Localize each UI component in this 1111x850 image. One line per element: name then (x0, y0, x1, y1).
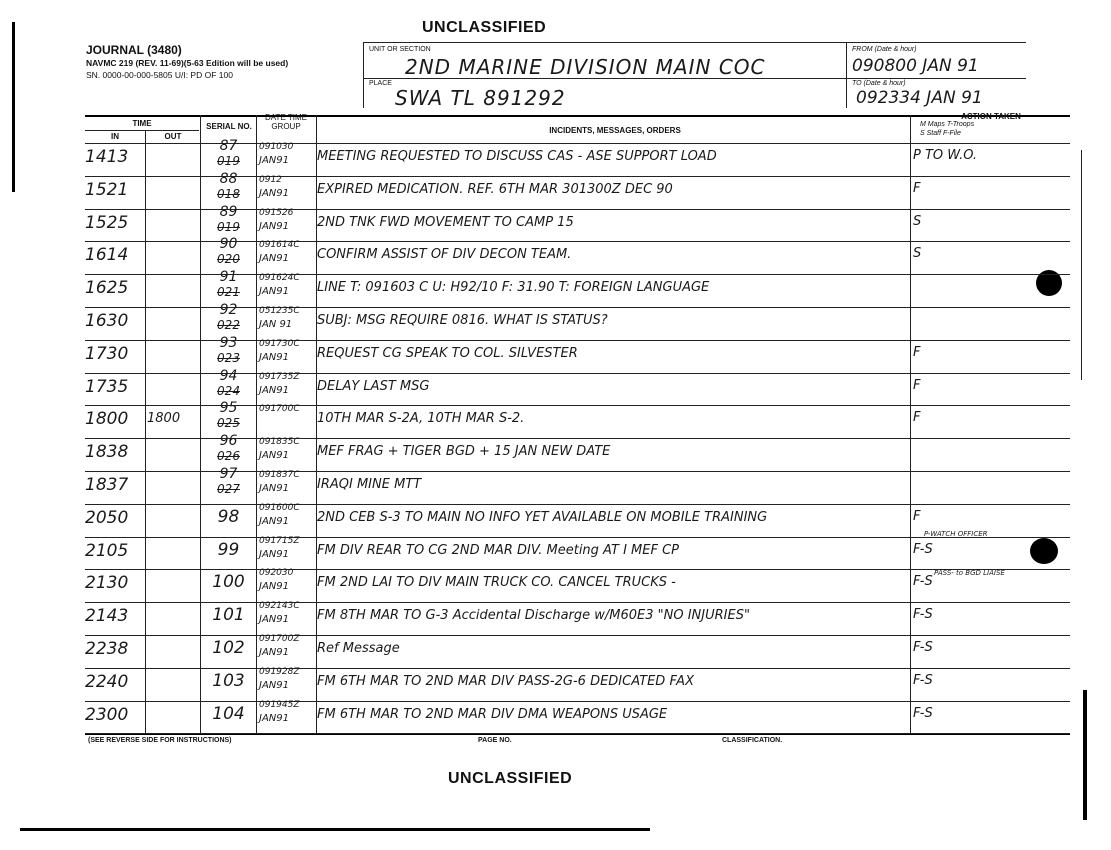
entry-serial: 90 (219, 236, 238, 253)
entry-time-in: 1838 (85, 442, 129, 463)
entry-serial: 93 (219, 334, 238, 351)
footer-page-no: PAGE NO. (478, 737, 512, 744)
entry-action (913, 312, 1063, 335)
table-row (85, 666, 1070, 692)
entry-dtg: 091735Z (259, 371, 300, 382)
table-row (85, 236, 1070, 267)
entry-serial: 92 (219, 302, 238, 318)
entry-action: F (913, 377, 921, 393)
entry-dtg-month: JAN91 (259, 548, 289, 560)
watch-officer-note: P-WATCH OFFICER (924, 530, 988, 538)
entry-dtg: 091928Z (259, 666, 300, 677)
entry-serial: 96 (219, 433, 238, 450)
place-value: SWA TL 891292 (395, 86, 566, 110)
entry-action: F-S (913, 705, 933, 721)
entry-dtg: 092143C (259, 601, 300, 612)
table-row (85, 203, 1070, 234)
entry-time-in: 1625 (85, 278, 129, 299)
from-value: 090800 JAN 91 (852, 56, 979, 76)
entry-time-in: 2300 (85, 704, 129, 725)
entry-action: S (913, 213, 922, 229)
entry-dtg-month: JAN91 (259, 450, 289, 462)
entry-old-serial: 025 (217, 416, 240, 431)
entry-serial: 104 (212, 703, 245, 724)
entry-action (913, 279, 1063, 302)
entry-incident: 10TH MAR S-2A, 10TH MAR S-2. (317, 411, 525, 427)
table-row (85, 466, 1070, 496)
table-row (85, 502, 1070, 528)
entry-serial: 95 (219, 400, 238, 417)
entry-dtg-month: JAN91 (259, 286, 289, 298)
row-divider (85, 733, 1070, 734)
entry-time-out (147, 149, 199, 172)
entry-time-out (147, 444, 199, 467)
table-row (85, 636, 1070, 659)
place-label: PLACE (369, 80, 392, 87)
entry-dtg-month: JAN91 (259, 647, 289, 658)
entry-old-serial: 024 (217, 383, 240, 398)
entry-dtg-month: JAN91 (259, 220, 289, 232)
entry-action: F-S (913, 574, 933, 590)
entry-incident: FM 6TH MAR TO 2ND MAR DIV PASS-2G-6 DEDICATED FAX (317, 673, 694, 689)
entry-old-serial: 021 (217, 285, 240, 300)
entry-time-in: 2105 (85, 540, 129, 561)
entry-incident: 2ND TNK FWD MOVEMENT TO CAMP 15 (317, 214, 574, 230)
entry-incident: FM 2ND LAI TO DIV MAIN TRUCK CO. CANCEL TRUCKS - (317, 575, 676, 591)
entry-dtg: 0912 (259, 174, 282, 185)
entry-dtg: 091835C (259, 437, 300, 448)
entry-time-in: 2130 (85, 573, 129, 594)
entry-action: F-S (913, 672, 933, 688)
entry-incident: MEF FRAG + TIGER BGD + 15 JAN NEW DATE (317, 444, 611, 460)
entry-time-out (147, 346, 199, 369)
entry-dtg: 091624C (259, 273, 300, 284)
col-incidents: INCIDENTS, MESSAGES, ORDERS (549, 126, 681, 135)
entry-time-in: 1730 (85, 343, 129, 364)
unit-label: UNIT OR SECTION (369, 46, 431, 53)
col-action: ACTION TAKEN (961, 112, 1021, 121)
entry-action: F-S (913, 607, 933, 623)
entry-dtg-month: JAN91 (259, 712, 289, 724)
entry-time-in: 2143 (85, 606, 129, 627)
right-margin-bar (1083, 690, 1087, 820)
entry-time-out (147, 247, 199, 270)
entry-incident: IRAQI MINE MTT (317, 477, 422, 492)
entry-serial: 102 (212, 638, 245, 658)
right-margin-line (1081, 150, 1082, 380)
table-row (85, 535, 1070, 561)
classification-top: UNCLASSIFIED (422, 19, 547, 36)
entry-dtg: 091945Z (259, 699, 300, 710)
entry-time-out (147, 477, 199, 500)
entry-dtg-month: JAN91 (259, 581, 289, 593)
entry-time-out (147, 641, 199, 664)
entry-incident: DELAY LAST MSG (317, 378, 430, 394)
entry-action: F-S (913, 640, 933, 655)
entry-incident: FM 8TH MAR TO G-3 Accidental Discharge w/M60E3 "NO INJURIES" (317, 608, 750, 624)
entry-dtg: 091700Z (259, 634, 300, 644)
entry-time-out (147, 510, 199, 533)
table-row (85, 433, 1070, 464)
table-row (85, 603, 1070, 626)
classification-bottom: UNCLASSIFIED (448, 770, 573, 787)
entry-incident: LINE T: 091603 C U: H92/10 F: 31.90 T: FOREIGN LANGUAGE (317, 280, 710, 296)
to-value: 092334 JAN 91 (856, 88, 983, 108)
entry-time-in: 2238 (85, 639, 129, 659)
from-label: FROM (Date & hour) (852, 46, 917, 53)
entry-time-out (147, 608, 199, 631)
entry-time-out (147, 215, 199, 238)
entry-incident: CONFIRM ASSIST OF DIV DECON TEAM. (317, 247, 572, 263)
entry-time-out (147, 379, 199, 402)
entry-time-in: 1521 (85, 179, 129, 200)
left-margin-bar (12, 22, 15, 192)
entry-time-out (147, 313, 199, 336)
entry-old-serial: 022 (217, 318, 240, 332)
entry-serial: 100 (212, 572, 245, 593)
entry-action: F (913, 344, 921, 360)
entry-dtg: 091700C (259, 404, 300, 415)
entry-dtg-month: JAN91 (259, 679, 289, 691)
entry-time-in: 1413 (85, 147, 129, 167)
entry-action: F-S (913, 541, 933, 557)
entry-dtg: 091837C (259, 470, 300, 480)
entry-time-in: 2050 (85, 507, 129, 528)
entry-time-out (147, 543, 199, 566)
entry-dtg: 091030 (259, 142, 294, 152)
header-top-line (363, 42, 1026, 43)
table-row (85, 367, 1070, 398)
entry-serial: 101 (212, 605, 245, 626)
entry-time-out (147, 674, 199, 697)
entry-serial: 89 (219, 203, 238, 220)
entry-time-in: 1837 (85, 475, 129, 495)
entry-serial: 94 (219, 367, 238, 384)
entry-serial: 99 (217, 539, 240, 560)
header-right-line (846, 42, 847, 108)
col-time: TIME (132, 119, 152, 128)
form-line1: NAVMC 219 (REV. 11-69)(5-63 Edition will be used) (86, 58, 289, 68)
entry-old-serial: 019 (217, 219, 240, 234)
entry-time-in: 1525 (85, 212, 129, 233)
entry-old-serial: 023 (217, 350, 240, 365)
entry-incident: REQUEST CG SPEAK TO COL. SILVESTER (317, 345, 578, 361)
entry-action: F (913, 180, 921, 196)
table-row (85, 269, 1070, 300)
entry-dtg: 091600C (259, 502, 300, 513)
entry-time-in: 1800 (85, 409, 129, 430)
entry-dtg-month: JAN91 (259, 515, 289, 527)
entry-action (913, 443, 1063, 466)
entry-time-out (147, 280, 199, 303)
entry-old-serial: 019 (217, 154, 240, 168)
entry-serial: 97 (219, 466, 238, 482)
col-dtg: DATE TIME GROUP (265, 113, 307, 131)
table-row (85, 400, 1070, 431)
entry-action: P TO W.O. (913, 148, 978, 163)
entry-dtg: 091730C (259, 338, 300, 349)
footer-instructions: (SEE REVERSE SIDE FOR INSTRUCTIONS) (88, 737, 232, 744)
entry-dtg: 092030 (259, 568, 294, 579)
entry-time-in: 1630 (85, 311, 129, 331)
table-row (85, 138, 1070, 168)
entry-time-in: 1614 (85, 245, 129, 266)
form-title: JOURNAL (3480) (86, 43, 182, 57)
entry-serial: 91 (219, 269, 238, 286)
entry-action (913, 476, 1063, 499)
to-label: TO (Date & hour) (852, 80, 906, 87)
entry-dtg-month: JAN91 (259, 614, 289, 626)
entry-dtg-month: JAN 91 (259, 319, 293, 330)
entry-dtg-month: JAN91 (259, 253, 289, 265)
entry-old-serial: 027 (217, 482, 240, 496)
col-action-sub2: S Staff F-File (920, 130, 961, 137)
table-row (85, 302, 1070, 332)
footer-classification: CLASSIFICATION. (722, 737, 783, 744)
entry-dtg-month: JAN91 (259, 483, 289, 494)
entry-incident: Ref Message (317, 641, 400, 656)
header-left-line (363, 42, 364, 108)
entry-incident: EXPIRED MEDICATION. REF. 6TH MAR 301300Z DEC 90 (317, 181, 673, 197)
entry-dtg: 091715Z (259, 535, 300, 546)
entry-dtg-month: JAN91 (259, 351, 289, 363)
entry-time-out (147, 707, 199, 730)
entry-serial: 88 (219, 170, 238, 187)
entry-dtg-month: JAN91 (259, 384, 289, 396)
entry-serial: 98 (217, 506, 240, 527)
col-action-sub1: M Maps T-Troops (920, 121, 975, 128)
table-row (85, 699, 1070, 725)
entry-old-serial: 026 (217, 449, 240, 464)
entry-old-serial: 020 (217, 252, 240, 267)
unit-value: 2ND MARINE DIVISION MAIN COC (405, 55, 766, 79)
form-line2: SN. 0000-00-000-5805 U/I: PD OF 100 (86, 70, 233, 80)
entry-action: F (913, 410, 921, 426)
entry-dtg: 051235C (259, 306, 300, 316)
entry-dtg: 091526 (259, 207, 294, 218)
entry-dtg-month: JAN91 (259, 155, 289, 166)
bottom-scan-bar (20, 828, 650, 831)
entry-incident: 2ND CEB S-3 TO MAIN NO INFO YET AVAILABLE ON MOBILE TRAINING (317, 509, 768, 525)
entry-time-in: 1735 (85, 376, 129, 397)
entry-action: F (913, 508, 921, 524)
entry-action: S (913, 246, 922, 262)
entry-time-out (147, 575, 199, 598)
entry-incident: FM 6TH MAR TO 2ND MAR DIV DMA WEAPONS USAGE (317, 706, 668, 722)
time-split-line (85, 130, 199, 131)
col-in: IN (111, 132, 119, 141)
col-serial: SERIAL NO. (206, 122, 252, 131)
entry-incident: MEETING REQUESTED TO DISCUSS CAS - ASE SUPPORT LOAD (317, 149, 717, 164)
entry-incident: FM DIV REAR TO CG 2ND MAR DIV. Meeting AT I MEF CP (317, 542, 680, 558)
table-row (85, 170, 1070, 201)
entry-old-serial: 018 (217, 186, 240, 201)
entry-dtg: 091614C (259, 240, 300, 251)
entry-serial: 87 (219, 138, 238, 154)
entry-dtg-month: JAN91 (259, 187, 289, 199)
entry-time-out (147, 182, 199, 205)
pass-to-note: PASS- to BGD LIAISE (934, 569, 1005, 577)
table-row (85, 334, 1070, 365)
entry-time-in: 2240 (85, 671, 129, 692)
entry-incident: SUBJ: MSG REQUIRE 0816. WHAT IS STATUS? (317, 313, 608, 328)
entry-time-out: 1800 (147, 411, 181, 427)
col-out: OUT (164, 132, 182, 141)
entry-serial: 103 (212, 670, 245, 691)
table-row (85, 570, 1070, 593)
